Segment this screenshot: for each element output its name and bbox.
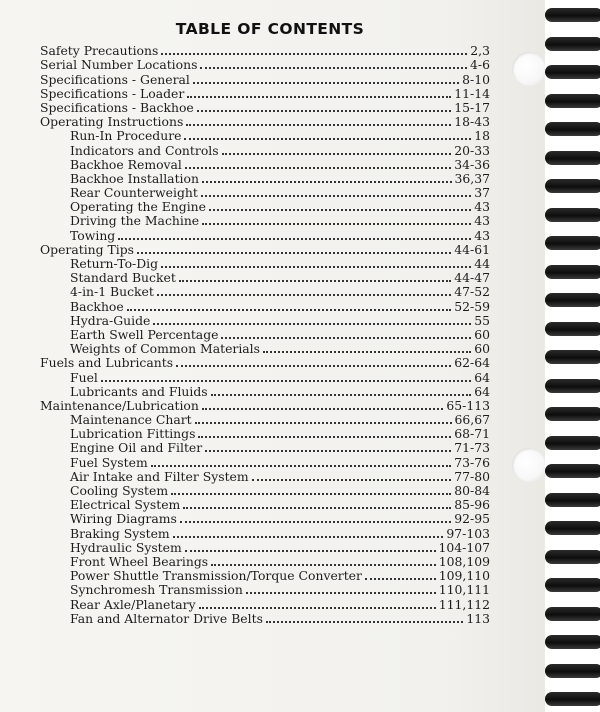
toc-entry-label: Power Shuttle Transmission/Torque Converter <box>70 568 362 584</box>
toc-entry <box>40 612 490 626</box>
toc-entry-label: Maintenance/Lubrication <box>40 397 199 413</box>
toc-entry-label: Towing <box>70 227 116 243</box>
toc-entry-pages: 15-17 <box>454 99 490 115</box>
dot-leader <box>187 96 451 98</box>
toc-entry-label: Fuels and Lubricants <box>40 355 174 371</box>
toc-entry <box>40 285 490 299</box>
toc-entry-label: Earth Swell Percentage <box>70 326 219 342</box>
toc-entry-label: Safety Precautions <box>40 43 159 59</box>
spiral-coil <box>545 37 600 51</box>
dot-leader <box>179 280 451 282</box>
toc-entry-pages: 62-64 <box>454 355 490 371</box>
toc-entry-label: Engine Oil and Filter <box>70 440 203 456</box>
toc-entry-label: Maintenance Chart <box>70 412 192 428</box>
toc-entry-label: Rear Axle/Planetary <box>70 596 196 612</box>
spiral-coil <box>545 179 600 193</box>
punch-hole <box>512 52 546 86</box>
dot-leader <box>252 479 452 481</box>
spiral-coil <box>545 436 600 450</box>
spiral-coil <box>545 635 600 649</box>
toc-entry-pages: 60 <box>474 341 490 357</box>
dot-leader <box>180 521 451 523</box>
toc-entry <box>40 484 490 498</box>
dot-leader <box>171 493 451 495</box>
toc-entry-pages: 44-61 <box>454 241 490 257</box>
toc-entry <box>40 115 490 129</box>
toc-entry-pages: 77-80 <box>454 468 490 484</box>
toc-entry <box>40 583 490 597</box>
spiral-coil <box>545 550 600 564</box>
toc-entry <box>40 87 490 101</box>
toc-entry-label: Standard Bucket <box>70 270 176 286</box>
toc-entry <box>40 172 490 186</box>
toc-entry-label: Cooling System <box>70 483 169 498</box>
toc-entry <box>40 158 490 172</box>
dot-leader <box>153 323 471 325</box>
toc-entry-pages: 34-36 <box>454 156 490 172</box>
dot-leader <box>176 365 451 367</box>
toc-entry <box>40 470 490 484</box>
toc-entry-pages: 20-33 <box>454 142 490 158</box>
toc-entry-label: Synchromesh Transmission <box>70 582 243 598</box>
toc-entry-label: Operating the Engine <box>70 199 206 215</box>
toc-entry-pages: 43 <box>474 213 490 229</box>
toc-entry-label: Operating Tips <box>40 241 135 257</box>
dot-leader <box>173 536 444 538</box>
dot-leader <box>201 195 471 197</box>
dot-leader <box>151 465 452 467</box>
toc-entry-label: Backhoe Installation <box>70 170 199 186</box>
punch-hole <box>512 448 546 482</box>
toc-entry <box>40 44 490 58</box>
toc-entry-label: Backhoe Removal <box>70 156 182 172</box>
spiral-coil <box>545 208 600 222</box>
dot-leader <box>184 138 471 140</box>
dot-leader <box>118 238 471 240</box>
toc-entry-pages: 52-59 <box>454 298 490 314</box>
toc-entry-label: Run-In Procedure <box>70 128 182 144</box>
dot-leader <box>205 450 451 452</box>
toc-entry-label: Front Wheel Bearings <box>70 553 209 569</box>
toc-entry <box>40 356 490 370</box>
dot-leader <box>200 67 467 69</box>
toc-entry-pages: 65-113 <box>446 397 490 413</box>
toc-entry-label: Specifications - Backhoe <box>40 99 194 115</box>
toc-entry-pages: 18-43 <box>454 114 490 130</box>
toc-entry <box>40 101 490 115</box>
toc-entry <box>40 299 490 313</box>
toc-entry-pages: 36,37 <box>454 170 490 186</box>
dot-leader <box>211 564 436 566</box>
toc-entry <box>40 328 490 342</box>
toc-entry <box>40 399 490 413</box>
spiral-coil <box>545 664 600 678</box>
toc-entry-label: 4-in-1 Bucket <box>70 284 154 300</box>
spiral-coil <box>545 578 600 592</box>
dot-leader <box>211 394 472 396</box>
spiral-coil <box>545 293 600 307</box>
toc-entry <box>40 512 490 526</box>
toc-entry-pages: 92-95 <box>454 511 490 527</box>
toc-entry <box>40 72 490 86</box>
spiral-coil <box>545 464 600 478</box>
spiral-coil <box>545 8 600 22</box>
toc-entry-label: Indicators and Controls <box>70 142 219 158</box>
spiral-coil <box>545 521 600 535</box>
toc-entry-pages: 47-52 <box>454 284 490 300</box>
dot-leader <box>185 550 436 552</box>
toc-entry-label: Air Intake and Filter System <box>70 468 249 484</box>
toc-entry-pages: 44 <box>474 256 490 271</box>
toc-entry-pages: 109,110 <box>438 568 490 584</box>
toc-entry-pages: 8-10 <box>462 71 490 87</box>
spiral-coil <box>545 493 600 507</box>
dot-leader <box>198 436 451 438</box>
toc-entry-pages: 66,67 <box>454 412 490 428</box>
toc-entry-pages: 71-73 <box>454 440 490 456</box>
toc-entry-label: Lubrication Fittings <box>70 426 196 442</box>
toc-entry <box>40 200 490 214</box>
toc-entry <box>40 385 490 399</box>
toc-entry <box>40 597 490 611</box>
toc-entry <box>40 427 490 441</box>
dot-leader <box>186 124 451 126</box>
toc-entry-label: Driving the Machine <box>70 213 200 229</box>
toc-entry-pages: 64 <box>474 383 490 399</box>
toc-entry-label: Braking System <box>70 525 170 541</box>
toc-entry <box>40 314 490 328</box>
toc-entry <box>40 569 490 583</box>
toc-entry-pages: 64 <box>474 369 490 385</box>
toc-entry-label: Specifications - Loader <box>40 85 185 101</box>
toc-entry-pages: 104-107 <box>438 539 490 555</box>
toc-entry-pages: 108,109 <box>438 553 490 569</box>
toc-entry-label: Fan and Alternator Drive Belts <box>70 610 263 626</box>
toc-entry-pages: 2,3 <box>470 43 490 59</box>
dot-leader <box>202 223 471 225</box>
toc-entry <box>40 243 490 257</box>
toc-entry-label: Backhoe <box>70 298 124 314</box>
dot-leader <box>161 53 467 55</box>
toc-entry <box>40 271 490 285</box>
spiral-coil <box>545 236 600 250</box>
toc-entry <box>40 370 490 384</box>
dot-leader <box>137 252 451 254</box>
toc-entry-label: Specifications - General <box>40 71 190 87</box>
dot-leader <box>221 337 471 339</box>
spiral-coil <box>545 65 600 79</box>
toc-entry-pages: 110,111 <box>438 582 490 598</box>
toc-entry-label: Serial Number Locations <box>40 57 198 73</box>
dot-leader <box>246 592 436 594</box>
toc-entry-pages: 113 <box>466 610 490 626</box>
dot-leader <box>101 380 471 382</box>
dot-leader <box>266 621 463 623</box>
toc-entry-pages: 4-6 <box>470 57 490 73</box>
toc-entry-pages: 55 <box>474 312 490 328</box>
toc-entry-label: Operating Instructions <box>40 114 184 130</box>
toc-entry <box>40 455 490 469</box>
dot-leader <box>197 110 452 112</box>
dot-leader <box>157 294 451 296</box>
spiral-coil <box>545 350 600 364</box>
toc-entry-pages: 60 <box>474 326 490 342</box>
toc-entry-pages: 85-96 <box>454 497 490 513</box>
spiral-binding <box>545 0 600 712</box>
spiral-coil <box>545 94 600 108</box>
dot-leader <box>365 578 436 580</box>
spiral-coil <box>545 122 600 136</box>
dot-leader <box>263 351 471 353</box>
toc-entry <box>40 441 490 455</box>
toc-entry-label: Fuel System <box>70 454 148 470</box>
dot-leader <box>222 153 452 155</box>
page-title: TABLE OF CONTENTS <box>175 20 365 38</box>
toc-entry-pages: 44-47 <box>454 270 490 286</box>
dot-leader <box>127 309 452 311</box>
toc-entry-label: Lubricants and Fluids <box>70 383 208 399</box>
toc-entry <box>40 228 490 242</box>
toc-entry-pages: 80-84 <box>454 483 490 498</box>
dot-leader <box>183 507 451 509</box>
toc-entry-pages: 18 <box>474 128 490 144</box>
dot-leader <box>202 408 444 410</box>
toc-entry-label: Wiring Diagrams <box>70 511 177 527</box>
dot-leader <box>193 82 459 84</box>
toc-entry-label: Rear Counterweight <box>70 185 198 201</box>
dot-leader <box>161 266 471 268</box>
spiral-coil <box>545 692 600 706</box>
toc-entry <box>40 58 490 72</box>
toc-entry <box>40 498 490 512</box>
toc-entry <box>40 541 490 555</box>
spiral-coil <box>545 151 600 165</box>
toc-entry-label: Hydraulic System <box>70 539 182 555</box>
spiral-coil <box>545 607 600 621</box>
toc-entry-pages: 37 <box>474 185 490 201</box>
spiral-coil <box>545 265 600 279</box>
dot-leader <box>209 209 471 211</box>
toc-entry-pages: 11-14 <box>454 85 490 101</box>
toc-entry <box>40 186 490 200</box>
toc-entry <box>40 257 490 271</box>
toc-entry-pages: 111,112 <box>438 596 490 612</box>
toc-entry-label: Fuel <box>70 369 98 385</box>
toc-entry-pages: 73-76 <box>454 454 490 470</box>
toc-entry-pages: 43 <box>474 199 490 215</box>
spiral-coil <box>545 379 600 393</box>
toc-entry-pages: 43 <box>474 227 490 243</box>
toc-entry <box>40 526 490 540</box>
toc-entry-label: Weights of Common Materials <box>70 341 260 357</box>
toc-entry <box>40 413 490 427</box>
toc-entry-label: Hydra-Guide <box>70 312 151 328</box>
spiral-coil <box>545 322 600 336</box>
toc-entry-pages: 97-103 <box>446 525 490 541</box>
toc-entry <box>40 342 490 356</box>
spiral-coil <box>545 407 600 421</box>
toc-entry <box>40 555 490 569</box>
dot-leader <box>185 167 451 169</box>
toc-entry <box>40 214 490 228</box>
dot-leader <box>195 422 452 424</box>
table-of-contents <box>40 44 490 626</box>
toc-entry <box>40 129 490 143</box>
toc-entry <box>40 143 490 157</box>
toc-entry-label: Electrical System <box>70 497 181 513</box>
toc-entry-pages: 68-71 <box>454 426 490 442</box>
dot-leader <box>199 607 436 609</box>
toc-entry-label: Return-To-Dig <box>70 256 159 271</box>
dot-leader <box>202 181 452 183</box>
